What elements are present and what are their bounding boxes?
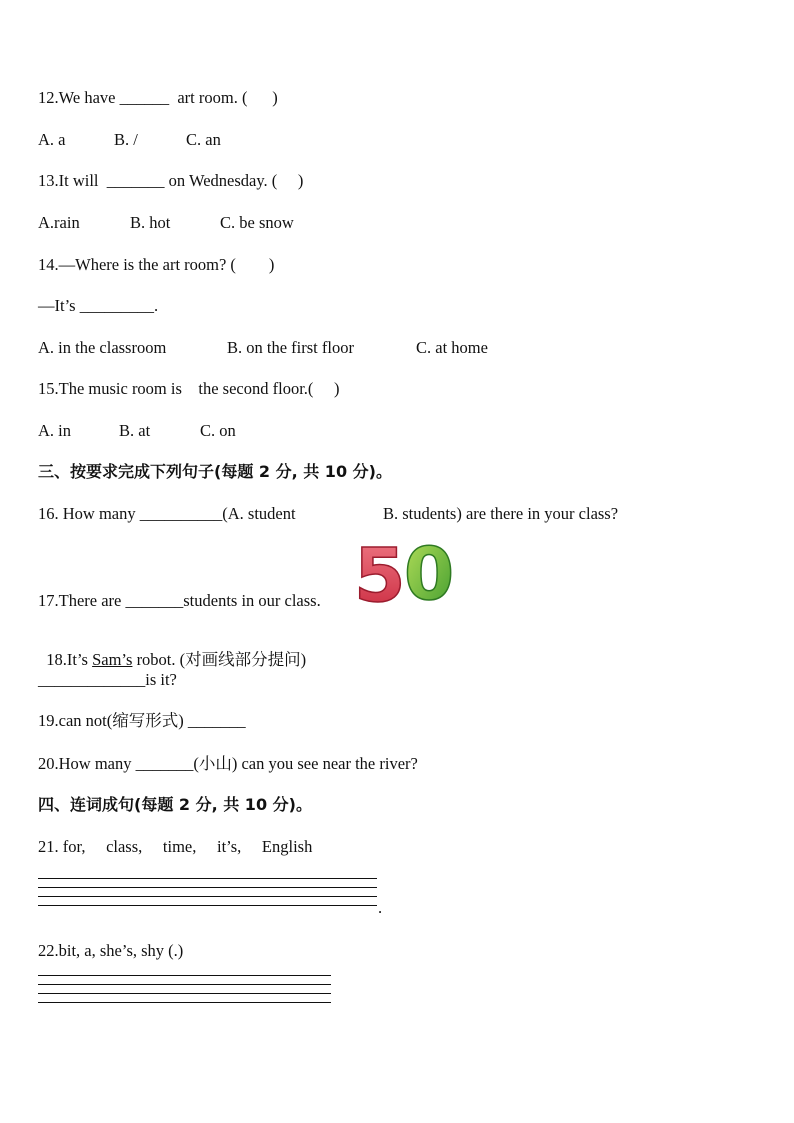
number-50-picture (352, 538, 462, 608)
q13-option-c: C. be snow (220, 213, 294, 232)
q22-writing-line-1 (38, 975, 331, 976)
q22-writing-line-2 (38, 984, 331, 985)
q22-writing-line-4 (38, 1002, 331, 1003)
q21-stem: 21. for, class, time, it’s, English (38, 837, 313, 856)
q15-stem: 15.The music room is the second floor.( ) (38, 379, 340, 398)
q21-writing-line-4 (38, 905, 377, 906)
q21-writing-line-3 (38, 896, 377, 897)
q17-stem: 17.There are _______students in our class. (38, 591, 321, 610)
section-3-heading: 三、按要求完成下列句子(每题 2 分, 共 10 分)。 (38, 462, 392, 481)
q14-reply: —It’s _________. (38, 296, 159, 315)
q18-underlined-word: Sam’s (92, 650, 133, 669)
q15-options (38, 420, 438, 442)
q15-option-c: C. on (200, 421, 236, 440)
q21-writing-line-2 (38, 887, 377, 888)
section-4-heading: 四、连词成句(每题 2 分, 共 10 分)。 (38, 795, 312, 814)
q14-stem: 14.—Where is the art room? ( ) (38, 255, 275, 274)
q16-line (38, 503, 738, 525)
q15-option-a: A. in (38, 421, 71, 440)
q14-option-c: C. at home (416, 338, 488, 357)
q15-option-b: B. at (119, 421, 151, 440)
q14-options (38, 337, 558, 359)
q14-option-a: A. in the classroom (38, 338, 167, 357)
q12-option-c: C. an (186, 130, 221, 149)
q16-option-b: B. students) are there in your class? (383, 504, 619, 523)
q19-stem: 19.can not(缩写形式) _______ (38, 711, 246, 730)
q18-prefix: 18.It’s (46, 650, 93, 669)
q22-writing-line-3 (38, 993, 331, 994)
number-50-digit-0: 0 (404, 538, 455, 608)
q21-end-mark: . (378, 898, 383, 917)
q13-stem: 13.It will _______ on Wednesday. ( ) (38, 171, 304, 190)
q12-options (38, 129, 438, 151)
q18-line (38, 627, 306, 671)
q22-stem: 22.bit, a, she’s, shy (.) (38, 941, 184, 960)
q18-answer-line: _____________is it? (38, 670, 177, 689)
q21-writing-line-1 (38, 878, 377, 879)
q13-option-b: B. hot (130, 213, 171, 232)
q12-option-b: B. / (114, 130, 138, 149)
q13-options (38, 212, 438, 234)
q18-suffix: robot. (对画线部分提问) (132, 650, 307, 669)
q13-option-a: A.rain (38, 213, 80, 232)
q12-option-a: A. a (38, 130, 66, 149)
q20-stem: 20.How many _______(小山) can you see near the river? (38, 754, 418, 773)
number-50-digit-5: 5 (354, 538, 406, 608)
q12-stem: 12.We have ______ art room. ( ) (38, 88, 278, 107)
q14-option-b: B. on the first floor (227, 338, 354, 357)
q16-stem: 16. How many __________(A. student (38, 504, 296, 523)
